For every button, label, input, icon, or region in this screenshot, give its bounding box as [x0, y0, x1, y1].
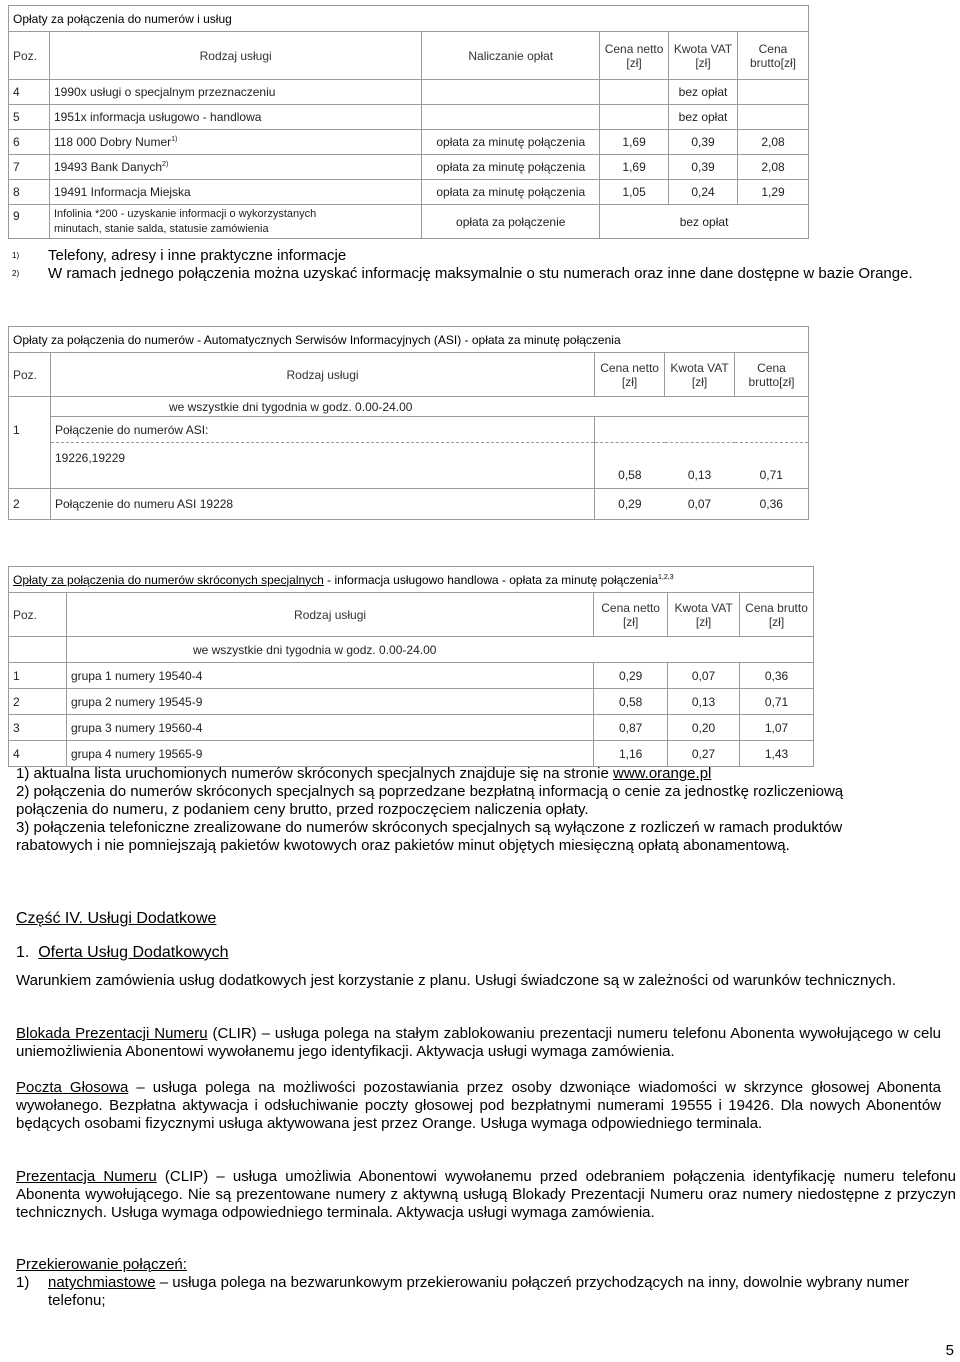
row-gross	[737, 105, 808, 130]
col-gross: Cena brutto [zł]	[740, 593, 814, 637]
row-vat: bez opłat	[669, 105, 738, 130]
asi-row1-numbers: 19226,19229	[50, 443, 594, 489]
subsection-number: 1.	[16, 944, 30, 961]
footnote-mark: 2)	[162, 161, 169, 168]
row-service: grupa 1 numery 19540-4	[66, 663, 593, 689]
col-gross: Cena brutto[zł]	[737, 32, 808, 80]
subsection-title: Oferta Usług Dodatkowych	[38, 944, 229, 961]
row-service: 118 000 Dobry Numer$^{1)}$	[49, 130, 421, 155]
table1-notes	[12, 247, 957, 283]
note-2	[12, 265, 957, 283]
col-charging: Naliczanie opłat	[422, 32, 600, 80]
row-gross: 1,07	[740, 715, 814, 741]
table-short-numbers	[8, 566, 814, 767]
row-vat: 0,13	[668, 689, 740, 715]
row-gross: 0,36	[740, 663, 814, 689]
table-row	[9, 105, 809, 130]
row-gross: 1,29	[737, 180, 808, 205]
asi-row1-net: 0,58	[595, 443, 665, 489]
intro-paragraph: Warunkiem zamówienia usług dodatkowych jest korzystanie z planu. Usługi świadczone są w zależności od warunków technicznych.	[16, 972, 896, 989]
clir-name: Blokada Prezentacji Numeru	[16, 1025, 208, 1042]
row-net: 1,16	[594, 741, 668, 767]
col-poz: Poz.	[9, 593, 67, 637]
row-poz: 1	[9, 663, 67, 689]
row-charge	[422, 105, 600, 130]
note-2-text: W ramach jednego połączenia można uzyskać informację maksymalnie o stu numerach oraz inne dane dostępne w bazie Orange.	[48, 265, 913, 282]
clir-paragraph	[16, 1025, 941, 1061]
row-vat: 0,24	[669, 180, 738, 205]
footnote-mark: 1)	[171, 136, 178, 143]
table-row	[9, 205, 809, 239]
section-heading-text: Część IV. Usługi Dodatkowe	[16, 910, 217, 927]
col-poz: Poz.	[9, 353, 51, 397]
row-poz: 3	[9, 715, 67, 741]
row-service: 1990x usługi o specjalnym przeznaczeniu	[49, 80, 421, 105]
table-row	[9, 663, 814, 689]
table3-notes	[16, 765, 876, 855]
asi-row1-vat: 0,13	[665, 443, 735, 489]
asi-row2-gross: 0,36	[735, 489, 809, 520]
row-poz: 2	[9, 689, 67, 715]
table3-note-3: 3) połączenia telefoniczne zrealizowane do numerów skróconych specjalnych są wyłączone z rozliczeń w ramach produktów rabatowych i nie pomniejszają pakietów kwotowych oraz pakietów minut objętych miesięczną opłatą abonamentową.	[16, 819, 843, 854]
row-net: 0,29	[594, 663, 668, 689]
row-poz: 8	[9, 180, 50, 205]
row-charge: opłata za minutę połączenia	[422, 130, 600, 155]
row-poz: 6	[9, 130, 50, 155]
table3-title-rest: - informacja usługowo handlowa - opłata za minutę połączenia	[323, 572, 659, 587]
table-row	[9, 489, 809, 520]
row-poz: 4	[9, 80, 50, 105]
table3-title	[9, 567, 814, 593]
table3-subheader: we wszystkie dni tygodnia w godz. 0.00-24.00	[66, 637, 813, 663]
row-service: 19493 Bank Danych$^{2)}$	[49, 155, 421, 180]
row-net	[600, 80, 669, 105]
row-vat: 0,39	[669, 130, 738, 155]
row-net	[600, 105, 669, 130]
row-gross: 2,08	[737, 130, 808, 155]
subsection-heading	[16, 943, 229, 963]
table-row	[9, 689, 814, 715]
row-vat: 0,07	[668, 663, 740, 689]
row-vat: bez opłat	[669, 80, 738, 105]
page-number: 5	[945, 1342, 954, 1359]
row-poz: 5	[9, 105, 50, 130]
row-gross: 0,71	[740, 689, 814, 715]
clip-name: Prezentacja Numeru	[16, 1168, 157, 1185]
col-net: Cena netto [zł]	[595, 353, 665, 397]
row-vat: 0,27	[668, 741, 740, 767]
col-service: Rodzaj usługi	[49, 32, 421, 80]
col-poz: Poz.	[9, 32, 50, 80]
asi-row2-poz: 2	[9, 489, 51, 520]
asi-row2-vat: 0,07	[665, 489, 735, 520]
asi-row1-gross: 0,71	[735, 443, 809, 489]
col-service: Rodzaj usługi	[66, 593, 593, 637]
forward-item-body	[48, 1274, 921, 1310]
table-row	[9, 443, 809, 489]
col-vat: Kwota VAT [zł]	[668, 593, 740, 637]
voicemail-paragraph	[16, 1079, 941, 1133]
col-vat: Kwota VAT [zł]	[669, 32, 738, 80]
row9-line2: minutach, stanie salda, statusie zamówienia	[53, 222, 269, 235]
table-row	[9, 715, 814, 741]
col-net: Cena netto [zł]	[594, 593, 668, 637]
row-service: grupa 2 numery 19545-9	[66, 689, 593, 715]
note-1	[12, 247, 957, 265]
table-row	[9, 741, 814, 767]
row-vat: 0,39	[669, 155, 738, 180]
section-heading	[16, 909, 216, 929]
row9-service	[49, 205, 421, 239]
col-gross: Cena brutto[zł]	[735, 353, 809, 397]
col-net: Cena netto [zł]	[600, 32, 669, 80]
table3-note-2: 2) połączenia do numerów skróconych specjalnych są poprzedzane bezpłatną informacją o cenie za jednostkę rozliczeniową połączenia do numeru, z podaniem ceny brutto, przed rozpoczęciem naliczenia opłaty.	[16, 783, 844, 818]
row-poz: 4	[9, 741, 67, 767]
forward-item-name: natychmiastowe	[48, 1274, 156, 1291]
row-poz: 7	[9, 155, 50, 180]
note-1-text: Telefony, adresy i inne praktyczne informacje	[48, 247, 347, 264]
table-numbers-services	[8, 5, 809, 239]
row9-line1: Infolinia *200 - uzyskanie informacji o wykorzystanych	[53, 207, 317, 220]
row-service: 1951x informacja usługowo - handlowa	[49, 105, 421, 130]
row-net: 0,87	[594, 715, 668, 741]
row-net: 1,05	[600, 180, 669, 205]
row-gross: 1,43	[740, 741, 814, 767]
row-vat: 0,20	[668, 715, 740, 741]
forward-heading-text: Przekierowanie połączeń:	[16, 1256, 187, 1273]
clir-text: (CLIR) – usługa polega na stałym zablokowaniu prezentacji numeru telefonu Abonenta wywołującego w celu uniemożliwienia Abonentowi wywołanemu jego identyfikacji. Aktywacja usługi wymaga zamówienia.	[16, 1025, 941, 1060]
asi-row2-name: Połączenie do numeru ASI 19228	[50, 489, 594, 520]
row-net: 1,69	[600, 155, 669, 180]
table-row	[9, 155, 809, 180]
row9-price: bez opłat	[600, 205, 809, 239]
voicemail-name: Poczta Głosowa	[16, 1079, 129, 1096]
row-gross	[737, 80, 808, 105]
orange-link[interactable]: www.orange.pl	[612, 765, 712, 782]
row-gross: 2,08	[737, 155, 808, 180]
asi-row1-name: Połączenie do numerów ASI:	[50, 417, 594, 443]
row-service: grupa 4 numery 19565-9	[66, 741, 593, 767]
asi-row1-poz: 1	[9, 417, 51, 443]
forward-item-text: – usługa polega na bezwarunkowym przekierowaniu połączeń przychodzących na inny, dowolnie wybrany numer telefonu;	[48, 1274, 910, 1309]
table-row	[9, 80, 809, 105]
table2-subheader: we wszystkie dni tygodnia w godz. 0.00-24.00	[50, 397, 808, 417]
col-service: Rodzaj usługi	[50, 353, 594, 397]
row-charge: opłata za minutę połączenia	[422, 180, 600, 205]
table3-note-1	[16, 765, 876, 783]
row-charge	[422, 80, 600, 105]
forward-item	[16, 1274, 921, 1310]
row-service: grupa 3 numery 19560-4	[66, 715, 593, 741]
clip-text: (CLIP) – usługa umożliwia Abonentowi wywołanemu przed odebraniem połączenia identyfikację numeru telefonu Abonenta wywołującego. Nie są prezentowane numery z aktywną usługą Blokady Prezentacji Numeru oraz numery niedostępne z przyczyn technicznych. Usługa wymaga odpowiedniego terminala. Aktywacja usługi wymaga zamówienia.	[16, 1168, 956, 1221]
forward-item-number: 1)	[16, 1274, 30, 1291]
asi-row2-net: 0,29	[595, 489, 665, 520]
row-net: 0,58	[594, 689, 668, 715]
table3-title-sup: 1,2,3	[658, 573, 674, 581]
table3-title-main: Opłaty za połączenia do numerów skróconych specjalnych	[13, 572, 324, 587]
note-2-mark: 2)	[12, 269, 20, 278]
table2-title: Opłaty za połączenia do numerów - Automatycznych Serwisów Informacyjnych (ASI) - opłata za minutę połączenia	[9, 327, 809, 353]
row9-charge: opłata za połączenie	[422, 205, 600, 239]
table-asi	[8, 326, 809, 520]
table-row	[9, 417, 809, 443]
table-row	[9, 180, 809, 205]
forward-heading	[16, 1256, 187, 1274]
table-row	[9, 130, 809, 155]
row9-poz: 9	[9, 205, 50, 239]
note-1-mark: 1)	[12, 251, 20, 260]
voicemail-text: – usługa polega na możliwości pozostawiania przez osoby dzwoniące wiadomości w skrzynce głosowej Abonenta wywołanego. Bezpłatna aktywacja i odsłuchiwanie poczty głosowej pod bezpłatnymi numerami 19555 i 19426. Dla nowych Abonentów będących osobami fizycznymi usługa aktywowana jest przez Orange. Usługa wymaga odpowiedniego terminala.	[16, 1079, 941, 1132]
row-net: 1,69	[600, 130, 669, 155]
clip-paragraph	[16, 1168, 956, 1222]
note-1-text: 1) aktualna lista uruchomionych numerów skróconych specjalnych znajduje się na stronie	[16, 765, 613, 782]
col-vat: Kwota VAT [zł]	[665, 353, 735, 397]
row-service: 19491 Informacja Miejska	[49, 180, 421, 205]
row-charge: opłata za minutę połączenia	[422, 155, 600, 180]
table1-title: Opłaty za połączenia do numerów i usług	[9, 6, 809, 32]
